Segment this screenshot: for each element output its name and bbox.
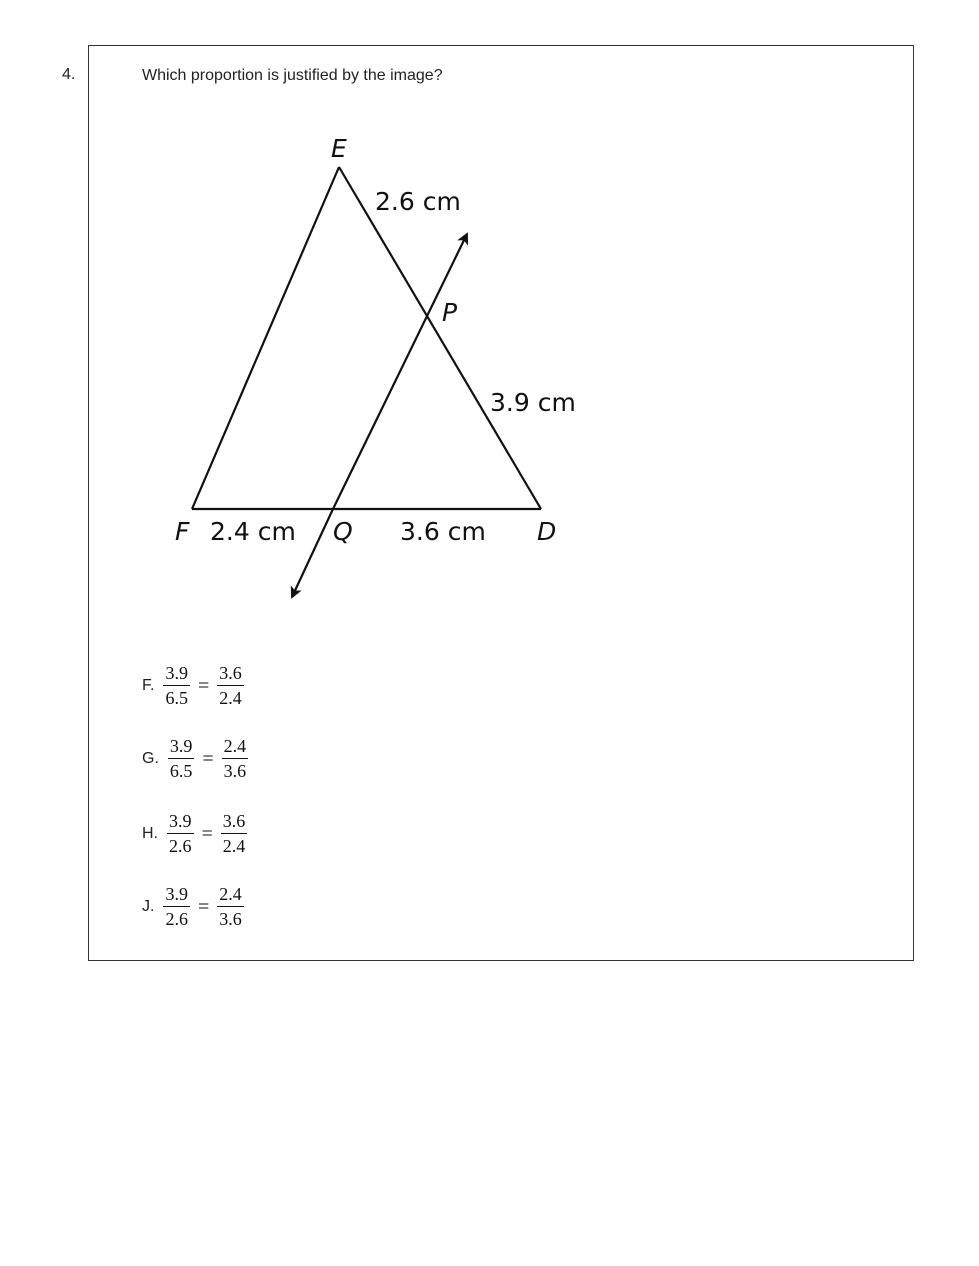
left-fraction xyxy=(161,663,192,709)
equals-sign: = xyxy=(202,747,214,770)
point-label-p: P xyxy=(442,298,458,327)
side-ed xyxy=(339,167,541,509)
fraction-numerator: 2.4 xyxy=(217,884,244,907)
transversal-pq-line xyxy=(333,234,467,509)
length-label-qd: 3.6 cm xyxy=(400,517,486,546)
right-fraction xyxy=(219,811,250,857)
fraction-numerator: 3.9 xyxy=(167,811,194,834)
answer-choice-h[interactable] xyxy=(142,811,249,857)
equals-sign: = xyxy=(197,674,210,697)
choice-letter: G. xyxy=(142,750,159,767)
equals-sign: = xyxy=(197,895,210,918)
point-label-f: F xyxy=(175,517,190,546)
right-fraction xyxy=(215,884,246,930)
answer-choice-g[interactable] xyxy=(142,736,250,782)
fraction-denominator: 2.6 xyxy=(165,909,188,929)
fraction-numerator: 3.9 xyxy=(163,663,190,686)
point-label-q: Q xyxy=(333,517,353,546)
point-label-e: E xyxy=(331,134,347,163)
fraction-numerator: 2.4 xyxy=(222,736,249,759)
answer-choice-f[interactable] xyxy=(142,663,246,709)
triangle-figure xyxy=(89,46,913,646)
question-number: 4. xyxy=(62,66,76,83)
choice-letter: J. xyxy=(142,898,155,915)
length-label-pd: 3.9 cm xyxy=(490,388,576,417)
fraction-numerator: 3.6 xyxy=(221,811,248,834)
question-card xyxy=(88,45,914,961)
right-fraction xyxy=(215,663,246,709)
fraction-denominator: 2.4 xyxy=(222,836,246,856)
fraction-numerator: 3.9 xyxy=(163,884,190,907)
right-fraction xyxy=(220,736,251,782)
fraction-denominator: 6.5 xyxy=(169,761,193,781)
fraction-denominator: 6.5 xyxy=(165,688,188,708)
side-ef xyxy=(192,167,339,509)
fraction-denominator: 3.6 xyxy=(219,909,242,929)
length-label-ep: 2.6 cm xyxy=(375,187,461,216)
choice-letter: F. xyxy=(142,677,155,694)
fraction-denominator: 3.6 xyxy=(223,761,247,781)
answer-choice-j[interactable] xyxy=(142,884,246,930)
fraction-numerator: 3.6 xyxy=(217,663,244,686)
left-fraction xyxy=(165,811,196,857)
left-fraction xyxy=(166,736,197,782)
fraction-denominator: 2.6 xyxy=(169,836,192,856)
choice-letter: H. xyxy=(142,825,158,842)
point-label-d: D xyxy=(537,517,557,546)
length-label-fq: 2.4 cm xyxy=(210,517,296,546)
transversal-pq-extension xyxy=(292,509,333,597)
equals-sign: = xyxy=(201,822,213,845)
fraction-numerator: 3.9 xyxy=(168,736,195,759)
question-prompt: Which proportion is justified by the image? xyxy=(142,67,443,84)
left-fraction xyxy=(161,884,192,930)
fraction-denominator: 2.4 xyxy=(219,688,242,708)
